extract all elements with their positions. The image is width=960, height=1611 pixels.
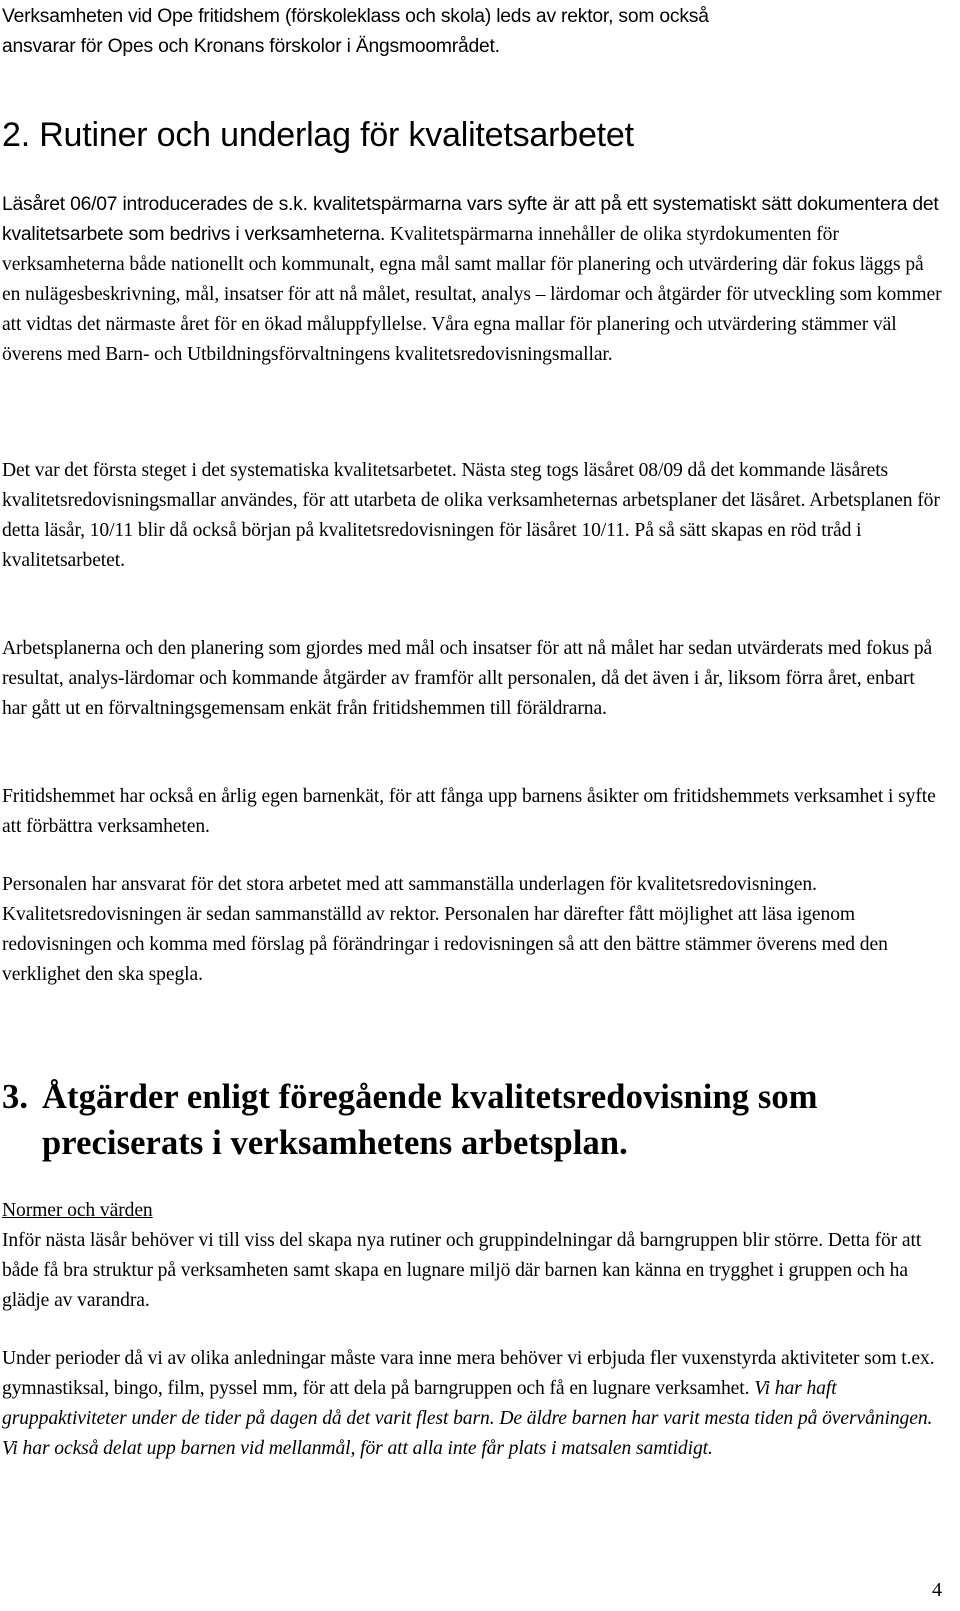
subheading-normer-och-varden: Normer och värden	[2, 1200, 153, 1221]
section-2-paragraph-4: Fritidshemmet har också en årlig egen barnenkät, för att fånga upp barnens åsikter om fritidshemmets verksamhet i syfte att förbättra verksamheten.	[2, 786, 936, 837]
section-2-paragraph-1-serif: Kvalitetspärmarna innehåller de olika styrdokumenten för verksamheterna både nationellt och kommunalt, egna mål samt mallar för planering och utvärdering där fokus läggs på en nulägesbeskrivning, mål, insatser för att nå målet, resultat, analys – lärdomar och åtgärder för utveckling som kommer att vidtas det närmaste året för en ökad måluppfyllelse. Våra egna mallar för planering och utvärdering stämmer väl överens med Barn- och Utbildningsförvaltningens kvalitetsredovisningsmallar.	[2, 224, 942, 365]
section-3-number: 3.	[2, 1078, 29, 1116]
intro-paragraph	[2, 2, 942, 62]
section-3-heading-line-1: Åtgärder enligt föregående kvalitetsredovisning som	[42, 1078, 818, 1116]
section-2-paragraph-3: Arbetsplanerna och den planering som gjordes med mål och insatser för att nå målet har sedan utvärderats med fokus på resultat, analys-lärdomar och kommande åtgärder av framför allt personalen, då det även i år, liksom förra året, enbart har gått ut en förvaltningsgemensam enkät från fritidshemmen till föräldrarna.	[2, 638, 933, 719]
section-2-paragraph-1-sans: Läsåret 06/07 introducerades de s.k. kvalitetspärmarna vars syfte är att på ett systematiskt sätt dokumentera det kvalitetsarbete som bedrivs i verksamheterna.	[2, 194, 939, 245]
intro-line-1: Verksamheten vid Ope fritidshem (förskoleklass och skola) leds av rektor, som också	[2, 6, 709, 27]
section-3-paragraph-1: Inför nästa läsår behöver vi till viss del skapa nya rutiner och gruppindelningar då barngruppen blir större. Detta för att både få bra struktur på verksamheten samt skapa en lugnare miljö där barnen kan känna en trygghet i gruppen och ha glädje av varandra.	[2, 1230, 922, 1311]
section-3-paragraph-2-italic: Vi har haft gruppaktiviteter under de tider på dagen då det varit flest barn. De äldre barnen har varit mesta tiden på övervåningen. Vi har också delat upp barnen vid mellanmål, för att alla inte får plats i matsalen samtidigt.	[2, 1378, 933, 1459]
section-3-heading-line-2: preciserats i verksamhetens arbetsplan.	[42, 1124, 628, 1162]
page-number: 4	[932, 1579, 942, 1601]
section-2-heading: 2. Rutiner och underlag för kvalitetsarbetet	[2, 116, 634, 154]
section-2-paragraph-2: Det var det första steget i det systematiska kvalitetsarbetet. Nästa steg togs läsåret 08/09 då det kommande läsårets kvalitetsredovisningsmallar användes, för att utarbeta de olika verksamheternas arbetsplaner det läsåret. Arbetsplanen för detta läsår, 10/11 blir då också början på kvalitetsredovisningen för läsåret 10/11. På så sätt skapas en röd tråd i kvalitetsarbetet.	[2, 460, 940, 571]
section-3-subheading-block	[2, 1196, 942, 1226]
section-3-paragraph-2-regular: Under perioder då vi av olika anledningar måste vara inne mera behöver vi erbjuda fler vuxenstyrda aktiviteter som t.ex. gymnastiksal, bingo, film, pyssel mm, för att dela på barngruppen och få en lugnare verksamhet.	[2, 1348, 935, 1399]
section-3-heading	[2, 1074, 932, 1166]
section-2-paragraph-5: Personalen har ansvarat för det stora arbetet med att sammanställa underlagen för kvalitetsredovisningen. Kvalitetsredovisningen är sedan sammanställd av rektor. Personalen har därefter fått möjlighet att läsa igenom redovisningen och komma med förslag på förändringar i redovisningen så att den bättre stämmer överens med den verklighet den ska spegla.	[2, 874, 888, 985]
section-3-paragraph-2	[2, 1344, 942, 1464]
section-2-paragraph-1	[2, 190, 942, 370]
intro-line-2: ansvarar för Opes och Kronans förskolor i Ängsmoområdet.	[2, 36, 500, 57]
